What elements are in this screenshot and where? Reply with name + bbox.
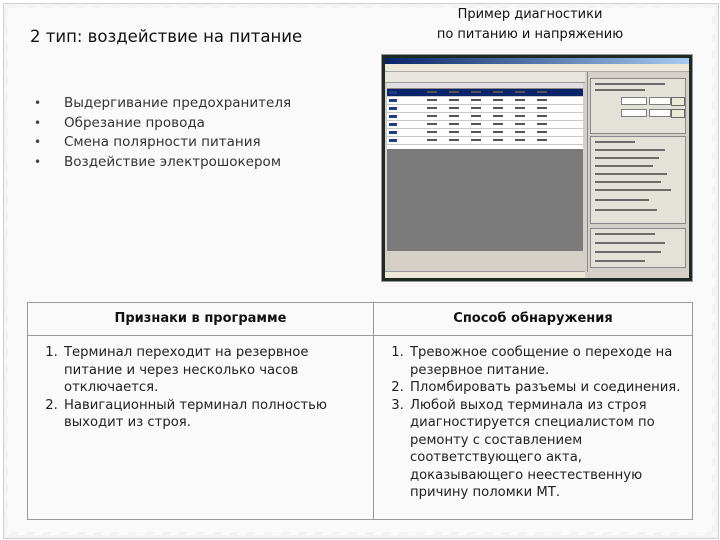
example-title xyxy=(380,5,680,45)
settings-panel xyxy=(587,72,688,272)
bullet-item: • Смена полярности питания xyxy=(34,133,291,153)
detection-item: 2. Пломбировать разъемы и соединения. xyxy=(408,379,684,397)
detection-list xyxy=(374,344,692,502)
grid-row xyxy=(387,105,583,113)
slide-title: 2 тип: воздействие на питание xyxy=(30,27,303,46)
comparison-table xyxy=(27,302,693,520)
grid-row xyxy=(387,129,583,137)
grid-row xyxy=(387,137,583,145)
sign-item: 1. Терминал переходит на резервное питание и через несколько часов отключается. xyxy=(62,344,365,397)
data-grid xyxy=(387,83,583,251)
bullet-list xyxy=(34,94,291,172)
grid-row xyxy=(387,89,583,97)
params-group xyxy=(590,136,686,224)
window-toolbar xyxy=(385,72,585,83)
bullet-item: • Выдергивание предохранителя xyxy=(34,94,291,114)
grid-row xyxy=(387,121,583,129)
grid-row xyxy=(387,113,583,121)
bullet-item: • Воздействие электрошокером xyxy=(34,153,291,173)
detection-cell xyxy=(374,336,693,520)
period-group xyxy=(590,78,686,134)
header-signs: Признаки в программе xyxy=(28,303,374,336)
grid-rows xyxy=(387,89,583,149)
header-detection: Способ обнаружения xyxy=(374,303,693,336)
signs-list xyxy=(28,344,373,432)
grid-row xyxy=(387,97,583,105)
program-window xyxy=(385,58,689,278)
example-title-line2: по питанию и напряжению xyxy=(436,27,624,42)
detection-item: 3. Любой выход терминала из строя диагностируется специалистом по ремонту с составлением соответствующего акта, доказывающего неестественную причину поломки МТ. xyxy=(408,397,684,502)
example-title-line1: Пример диагностики xyxy=(457,7,603,22)
bullet-item: • Обрезание провода xyxy=(34,114,291,134)
sign-item: 2. Навигационный терминал полностью выходит из строя. xyxy=(62,397,365,432)
status-bar xyxy=(385,271,585,278)
window-menubar xyxy=(385,64,689,72)
program-screenshot xyxy=(382,55,692,281)
options-group xyxy=(590,228,686,268)
detection-item: 1. Тревожное сообщение о переходе на резервное питание. xyxy=(408,344,684,379)
signs-cell xyxy=(28,336,374,520)
